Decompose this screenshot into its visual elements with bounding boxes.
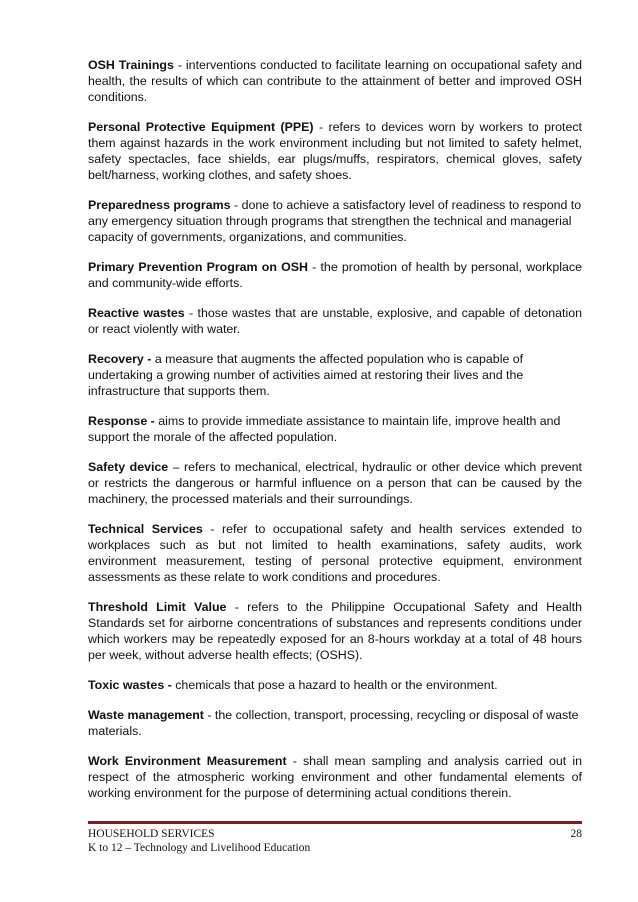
glossary-term: Safety device xyxy=(88,460,169,474)
glossary-term: Waste management xyxy=(88,708,204,722)
glossary-entry-waste-management xyxy=(88,707,582,739)
glossary-term: Personal Protective Equipment (PPE) xyxy=(88,120,314,134)
glossary-entry-response xyxy=(88,413,582,445)
glossary-term: Work Environment Measurement xyxy=(88,754,287,768)
glossary-term: Threshold Limit Value xyxy=(88,600,227,614)
glossary-definition: aims to provide immediate assistance to maintain life, improve health and support the morale of the affected population. xyxy=(88,414,561,444)
glossary-entry-ppe xyxy=(88,119,582,183)
glossary-entry-osh-trainings xyxy=(88,57,582,105)
glossary-definition: - the promotion of health by personal, workplace and community-wide efforts. xyxy=(88,260,582,290)
glossary-entry-technical-services xyxy=(88,521,582,585)
glossary-term: OSH Trainings xyxy=(88,58,174,72)
glossary-definition: a measure that augments the affected population who is capable of undertaking a growing number of activities aimed at restoring their lives and the infrastructure that supports them. xyxy=(88,352,524,398)
footer-title-line xyxy=(88,827,582,841)
glossary-term: Reactive wastes xyxy=(88,306,185,320)
glossary-definition: - interventions conducted to facilitate learning on occupational safety and health, the results of which can contribute to the attainment of better and improved OSH conditions. xyxy=(88,58,582,104)
glossary-entry-reactive-wastes xyxy=(88,305,582,337)
glossary-entry-preparedness-programs xyxy=(88,197,582,245)
glossary-entry-safety-device xyxy=(88,459,582,507)
page-number: 28 xyxy=(570,828,582,840)
glossary-term: Technical Services xyxy=(88,522,203,536)
glossary-term: Toxic wastes - xyxy=(88,678,172,692)
glossary-definition: - the collection, transport, processing, recycling or disposal of waste materials. xyxy=(88,708,579,738)
glossary-entry-primary-prevention-program xyxy=(88,259,582,291)
glossary-definition: - done to achieve a satisfactory level of readiness to respond to any emergency situation through programs that strengthen the technical and managerial capacity of governments, organizations, and communities. xyxy=(88,198,582,244)
glossary-term: Preparedness programs xyxy=(88,198,231,212)
glossary-definition: - refers to devices worn by workers to protect them against hazards in the work environment including but not limited to safety helmet, safety spectacles, face shields, ear plugs/muffs, respirators, chemical gloves, safety belt/harness, working clothes, and safety shoes. xyxy=(88,120,582,182)
glossary-definition: - refers to the Philippine Occupational Safety and Health Standards set for airborne concentrations of substances and represents conditions under which workers may be repeatedly exposed for an 8-hours workday at a total of 48 hours per week, without adverse health effects; (OSHS). xyxy=(88,600,583,662)
glossary-definition: - those wastes that are unstable, explosive, and capable of detonation or react violently with water. xyxy=(88,306,582,336)
glossary-term: Recovery - xyxy=(88,352,152,366)
glossary-definition: - refer to occupational safety and health services extended to workplaces such as but not limited to health examinations, safety audits, work environment measurement, testing of personal protective equipment, environment assessments as these relate to work conditions and procedures. xyxy=(88,522,582,584)
footer-title: HOUSEHOLD SERVICES xyxy=(88,828,215,840)
glossary-definition: chemicals that pose a hazard to health or the environment. xyxy=(171,678,498,692)
glossary-entry-threshold-limit-value xyxy=(88,599,582,663)
glossary-entry-recovery xyxy=(88,351,582,399)
glossary-term: Primary Prevention Program on OSH xyxy=(88,260,308,274)
footer-rule xyxy=(88,821,582,824)
footer-subtitle: K to 12 – Technology and Livelihood Education xyxy=(88,842,311,854)
glossary-entry-toxic-wastes xyxy=(88,677,582,693)
glossary-entry-work-environment-measurement xyxy=(88,753,582,801)
glossary-body xyxy=(88,57,582,815)
glossary-term: Response - xyxy=(88,414,155,428)
glossary-definition: - shall mean sampling and analysis carried out in respect of the atmospheric working environment and other fundamental elements of working environment for the purpose of determining actual conditions therein. xyxy=(88,754,582,800)
glossary-definition: – refers to mechanical, electrical, hydraulic or other device which prevent or restricts the dangerous or harmful influence on a person that can be caused by the machinery, the processed materials and their surroundings. xyxy=(88,460,582,506)
